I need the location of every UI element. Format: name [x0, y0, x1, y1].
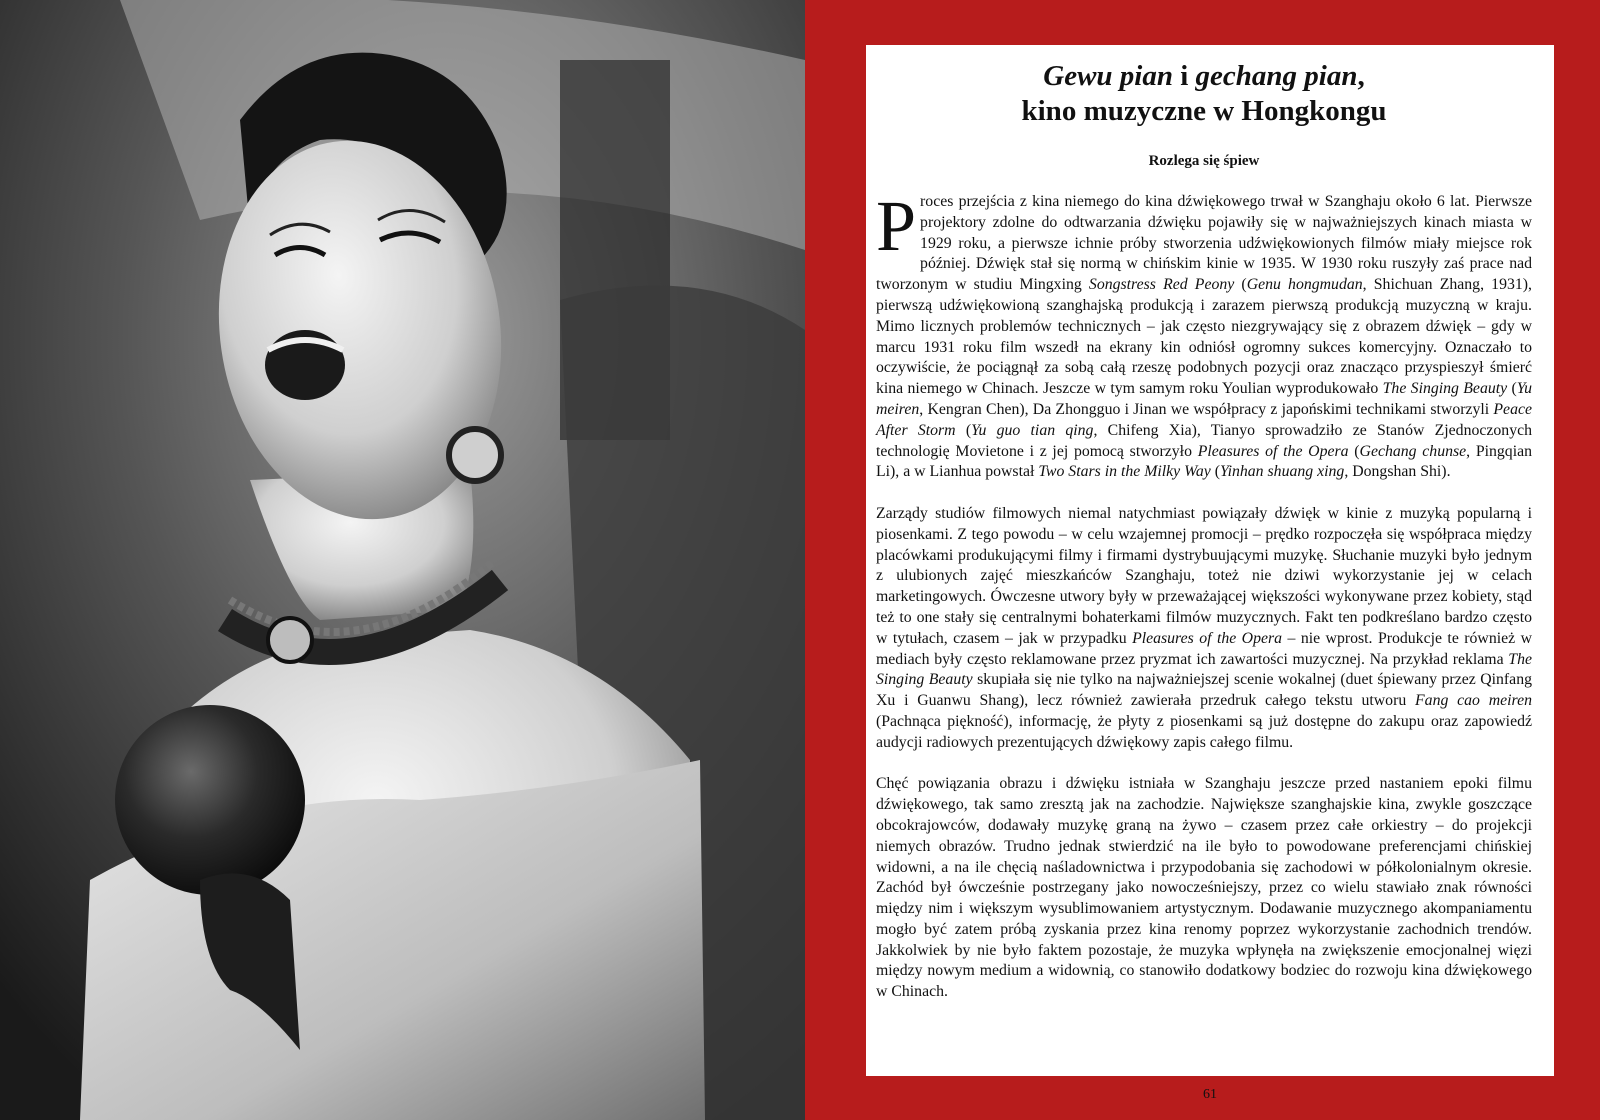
paragraph-1 — [876, 186, 1533, 483]
paragraph-1-text: ( — [1348, 442, 1360, 460]
drop-cap: P — [876, 186, 917, 266]
paragraph-2-text: – nie wprost. Produkcje te również w mediach były często reklamowane przez pryzmat ich zawartości muzycznej. Na przykład reklama — [876, 629, 1532, 668]
paragraph-2-text: skupiała się nie tylko na najważniejszej scenie wokalnej (duet śpiewany przez Qinfang Xu i Guanwu Shang), lecz również zawierała przedruk całego tekstu utworu — [876, 671, 1532, 710]
paragraph-1-text: , Kengran Chen), Da Zhongguo i Jinan we współpracy z japońskimi technikami stworzyli — [919, 400, 1494, 418]
film-title: Yinhan shuang xing — [1219, 463, 1345, 481]
title-comma: , — [1357, 60, 1365, 92]
title-term-gechang-pian: gechang pian — [1195, 60, 1358, 92]
title-term-gewu-pian: Gewu pian — [1043, 60, 1173, 92]
film-title: Two Stars in the Milky Way — [1038, 463, 1211, 481]
film-title: Genu hongmudan — [1246, 276, 1363, 294]
page-number: 61 — [1203, 1087, 1217, 1102]
paragraph-2-text: (Pachnąca piękność), informację, że płyty z piosenkami są już dostępne do zakupu oraz zapowiedź audycji radiowych prezentujących dźwiękowy zapis całego filmu. — [876, 712, 1532, 751]
title-connector: i — [1172, 60, 1196, 92]
film-title: Pleasures of the Opera — [1132, 629, 1283, 647]
paragraph-3-text: Chęć powiązania obrazu i dźwięku istniała w Szanghaju jeszcze przed nastaniem epoki filmu dźwiękowego, tak samo zresztą jak na zachodzie. Największe szanghajskie kina, zwykle goszczące obcokrajowców, dodawały muzykę graną na żywo – czasem przez całe orkiestry – do projekcji niemych obrazów. Trudno jednak stwierdzić na ile było to powodowane preferencjami chińskiej widowni, a na ile chęcią naśladownictwa i przypodobania się zachodowi w półkolonialnym okresie. Zachód był ówcześnie postrzegany jako nowocześniejszy, przez co wielu stawiało znak równości między nim i większym wysublimowaniem artystycznym. Dodawanie muzycznego akompaniamentu mogło być zatem próbą zyskania przez kina renomy poprzez wykorzystanie zachodnich trendów. Jakkolwiek by nie było faktem pozostaje, że muzyka wpłynęła na zwiększenie emocjonalnej więzi między nowym medium a widownią, co stanowiło dodatkowy bodziec do rozwoju kina dźwiękowego w Chinach. — [876, 775, 1532, 1001]
film-title: The Singing Beauty — [876, 650, 1532, 689]
film-title: The Singing Beauty — [1382, 380, 1508, 398]
song-title: Fang cao meiren — [1415, 692, 1532, 710]
paragraph-1-text: ( — [955, 421, 972, 439]
paragraph-1-text: ( — [1507, 380, 1517, 398]
film-title: Peace After Storm — [876, 400, 1532, 439]
paragraph-2-text: Zarządy studiów filmowych niemal natychmiast powiązały dźwięk w kinie z muzyką popularną i piosenkami. Z tego powodu – w celu wzajemnej promocji – prędko rozpoczęła się współpraca między placówkami produkującymi filmy i firmami dystrybuującymi muzykę. Słuchanie muzyki było jednym z ulubionych zajęć mieszkańców Szanghaju, toteż nie dziwi wykorzystanie jej w celach marketingowych. Ówczesne utwory były w przeważającej większości wykonywane przez kobiety, stąd też to one stały się centralnymi bohaterkami filmów muzycznych. Fakt ten podkreślano bardzo często w tytułach, czasem – jak w przypadku — [876, 504, 1532, 647]
film-title: Pleasures of the Opera — [1197, 442, 1349, 460]
film-title: Yu guo tian qing — [971, 421, 1094, 439]
paragraph-1-text: , Pingqian Li), a w Lianhua powstał — [876, 442, 1532, 481]
film-title: Gechang chunse — [1359, 442, 1467, 460]
article-title — [876, 55, 1532, 129]
paragraph-1-text: , Chifeng Xia), Tianyo sprowadziło ze Stanów Zjednoczonych technologię Movietone i z jej pomocą stworzyło — [876, 421, 1533, 460]
paragraph-1-text: roces przejścia z kina niemego do kina dźwiękowego trwał w Szanghaju około 6 lat. Pierwsze projektory zdolne do odtwarzania dźwięku pojawiły się w najważniejszych kinach miasta w 1929 roku, a pierwsze ichnie próby stworzenia udźwiękowionych filmów miały miejsce rok później. Dźwięk stał się normą w chińskim kinie w 1935. W 1930 roku ruszyły zaś prace nad tworzonym w studiu Mingxing — [876, 193, 1532, 294]
paragraph-1-text: , Shichuan Zhang, 1931), pierwszą udźwiękowioną szanghajską produkcją i zarazem pierwszą produkcją muzyczną w kraju. Mimo licznych problemów technicznych – jak często niezgrywający się z obrazem dźwięk – gdy w marcu 1931 roku film wszedł na ekrany kin odniósł ogromny sukces komercyjny. Oznaczało to oczywiście, że pociągnął za sobą całą rzeszę podobnych pozycji oraz znacząco przyspieszył śmierć kina niemego w Chinach. Jeszcze w tym samym roku Youlian wyprodukowało — [876, 276, 1532, 398]
film-title: Songstress Red Peony — [1088, 276, 1235, 294]
paragraph-2 — [876, 504, 1532, 754]
article-text-box — [866, 45, 1554, 1076]
paragraph-1-text: , Dongshan Shi). — [1344, 463, 1451, 481]
film-title: Yu meiren — [876, 380, 1532, 418]
paragraph-3 — [876, 774, 1532, 1003]
paragraph-1-text: ( — [1210, 463, 1220, 481]
paragraph-1-text: ( — [1234, 276, 1247, 294]
section-subtitle: Rozlega się śpiew — [1148, 153, 1260, 169]
title-line-2: kino muzyczne w Hongkongu — [1021, 95, 1387, 127]
